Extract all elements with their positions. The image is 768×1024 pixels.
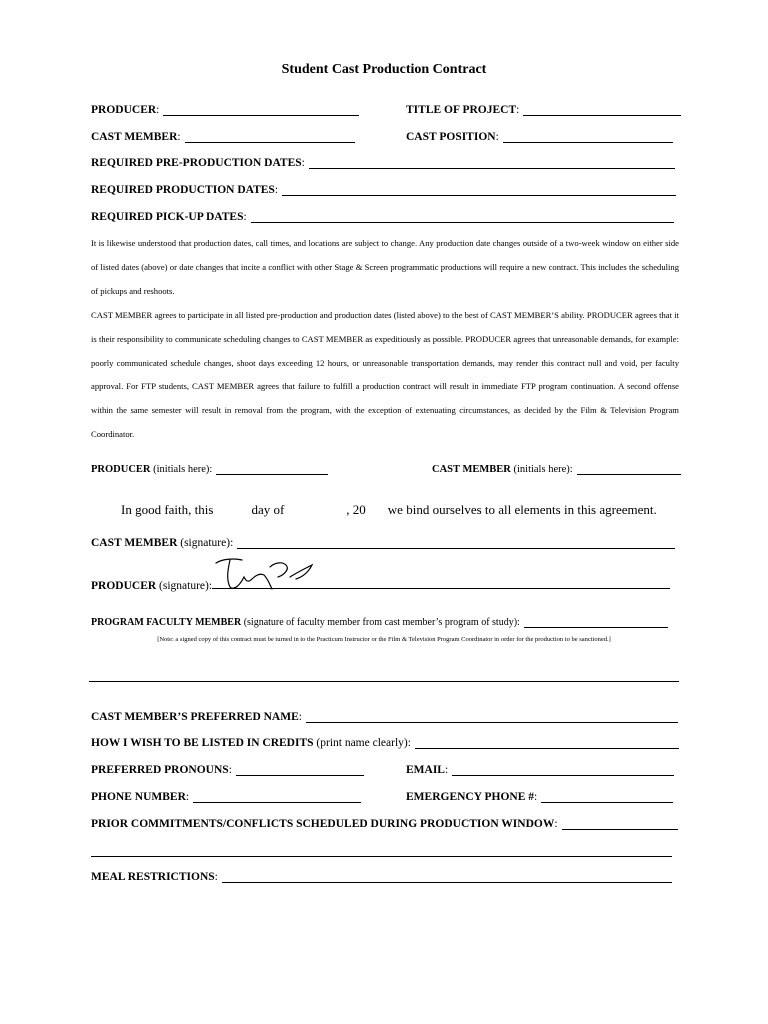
cast-member-label: CAST MEMBER [91,131,178,143]
preferred-name-field[interactable] [306,711,678,723]
producer-signature-row: PRODUCER (signature): [91,577,670,592]
credits-label: HOW I WISH TO BE LISTED IN CREDITS [91,737,314,749]
pronouns-row: PREFERRED PRONOUNS : [91,764,364,776]
emergency-phone-field[interactable] [541,791,673,803]
prior-commitments-field[interactable] [562,818,678,830]
production-dates-label: REQUIRED PRODUCTION DATES [91,184,275,196]
email-label: EMAIL [406,764,445,776]
faculty-signature-field[interactable] [524,616,668,628]
pickup-dates-row: REQUIRED PICK-UP DATES : [91,211,674,223]
emergency-phone-label: EMERGENCY PHONE # [406,791,534,803]
handwritten-signature [212,555,322,593]
phone-row: PHONE NUMBER : [91,791,361,803]
submission-note: [Note: a signed copy of this contract must be turned in to the Practicum Instructor or the Film & Television Program Coordinator in order for the production to be sanctioned.] [157,636,611,643]
cast-member-row: CAST MEMBER : [91,131,355,143]
cast-initials-row: CAST MEMBER (initials here): [432,463,681,475]
cast-position-row: CAST POSITION : [406,131,673,143]
producer-label: PRODUCER [91,104,157,116]
meal-restrictions-row: MEAL RESTRICTIONS : [91,871,672,883]
cast-position-field[interactable] [503,131,673,143]
paragraph-agreement: CAST MEMBER agrees to participate in all listed pre-production and production dates (listed above) to the best of CAST MEMBER’S ability. PRODUCER agrees that it is their responsibility to communicate scheduling changes to CAST MEMBER as expeditiously as possible. PRODUCER agrees that unreasonable demands, for example: poorly communicated schedule changes, shoot days exceeding 12 hours, or unreasonable transportation demands, may render this contract null and void, per faculty approval. For FTP students, CAST MEMBER agrees that failure to fulfill a production contract will result in immediate FTP program continuation. A second offense within the same semester will result in removal from the program, with the exception of extenuating circumstances, as decided by the Film & Television Program Coordinator. [91,310,679,439]
producer-field[interactable] [163,104,359,116]
producer-row: PRODUCER : [91,104,359,116]
section-divider [89,681,679,682]
emergency-phone-row: EMERGENCY PHONE # : [406,791,673,803]
production-dates-row: REQUIRED PRODUCTION DATES : [91,184,676,196]
producer-signature-label: PRODUCER [91,580,157,592]
producer-initials-row: PRODUCER (initials here): [91,463,328,475]
meal-restrictions-label: MEAL RESTRICTIONS [91,871,215,883]
cast-initials-label: CAST MEMBER [432,464,511,475]
pre-production-dates-field[interactable] [309,157,675,169]
cast-position-label: CAST POSITION [406,131,496,143]
prior-commitments-extra-line[interactable] [91,856,672,857]
email-field[interactable] [452,764,674,776]
production-dates-field[interactable] [282,184,676,196]
preferred-name-row: CAST MEMBER’S PREFERRED NAME : [91,711,678,723]
pickup-dates-field[interactable] [251,211,674,223]
credits-row: HOW I WISH TO BE LISTED IN CREDITS (print name clearly): [91,737,679,749]
pronouns-label: PREFERRED PRONOUNS [91,764,229,776]
title-of-project-label: TITLE OF PROJECT [406,104,517,116]
prior-commitments-label: PRIOR COMMITMENTS/CONFLICTS SCHEDULED DURING PRODUCTION WINDOW [91,818,555,830]
producer-initials-label: PRODUCER [91,464,151,475]
faculty-signature-row: PROGRAM FACULTY MEMBER (signature of faculty member from cast member’s program of study): [91,616,668,628]
pre-production-dates-label: REQUIRED PRE-PRODUCTION DATES [91,157,302,169]
phone-label: PHONE NUMBER [91,791,186,803]
meal-restrictions-field[interactable] [222,871,672,883]
pre-production-dates-row: REQUIRED PRE-PRODUCTION DATES : [91,157,675,169]
cast-signature-label: CAST MEMBER [91,537,178,549]
cast-initials-field[interactable] [577,463,681,475]
title-of-project-field[interactable] [523,104,681,116]
good-faith-line: In good faith, this day of , 20 we bind ourselves to all elements in this agreement. [121,502,657,517]
phone-field[interactable] [193,791,361,803]
pickup-dates-label: REQUIRED PICK-UP DATES [91,211,244,223]
faculty-signature-label: PROGRAM FACULTY MEMBER [91,617,242,628]
title-of-project-row: TITLE OF PROJECT : [406,104,681,116]
prior-commitments-row: PRIOR COMMITMENTS/CONFLICTS SCHEDULED DURING PRODUCTION WINDOW : [91,818,678,830]
preferred-name-label: CAST MEMBER’S PREFERRED NAME [91,711,299,723]
email-row: EMAIL : [406,764,674,776]
pronouns-field[interactable] [236,764,364,776]
cast-signature-row: CAST MEMBER (signature): [91,537,675,549]
producer-initials-field[interactable] [216,463,328,475]
credits-field[interactable] [415,737,679,749]
paragraph-date-changes: It is likewise understood that production dates, call times, and locations are subject to change. Any production date changes outside of a two-week window on either side of listed dates (above) or date changes that incite a conflict with other Stage & Screen programmatic productions will require a new contract. This includes the scheduling of pickups and reshoots. [91,238,679,296]
page-title: Student Cast Production Contract [281,62,487,77]
cast-member-field[interactable] [185,131,355,143]
cast-signature-field[interactable] [237,537,675,549]
